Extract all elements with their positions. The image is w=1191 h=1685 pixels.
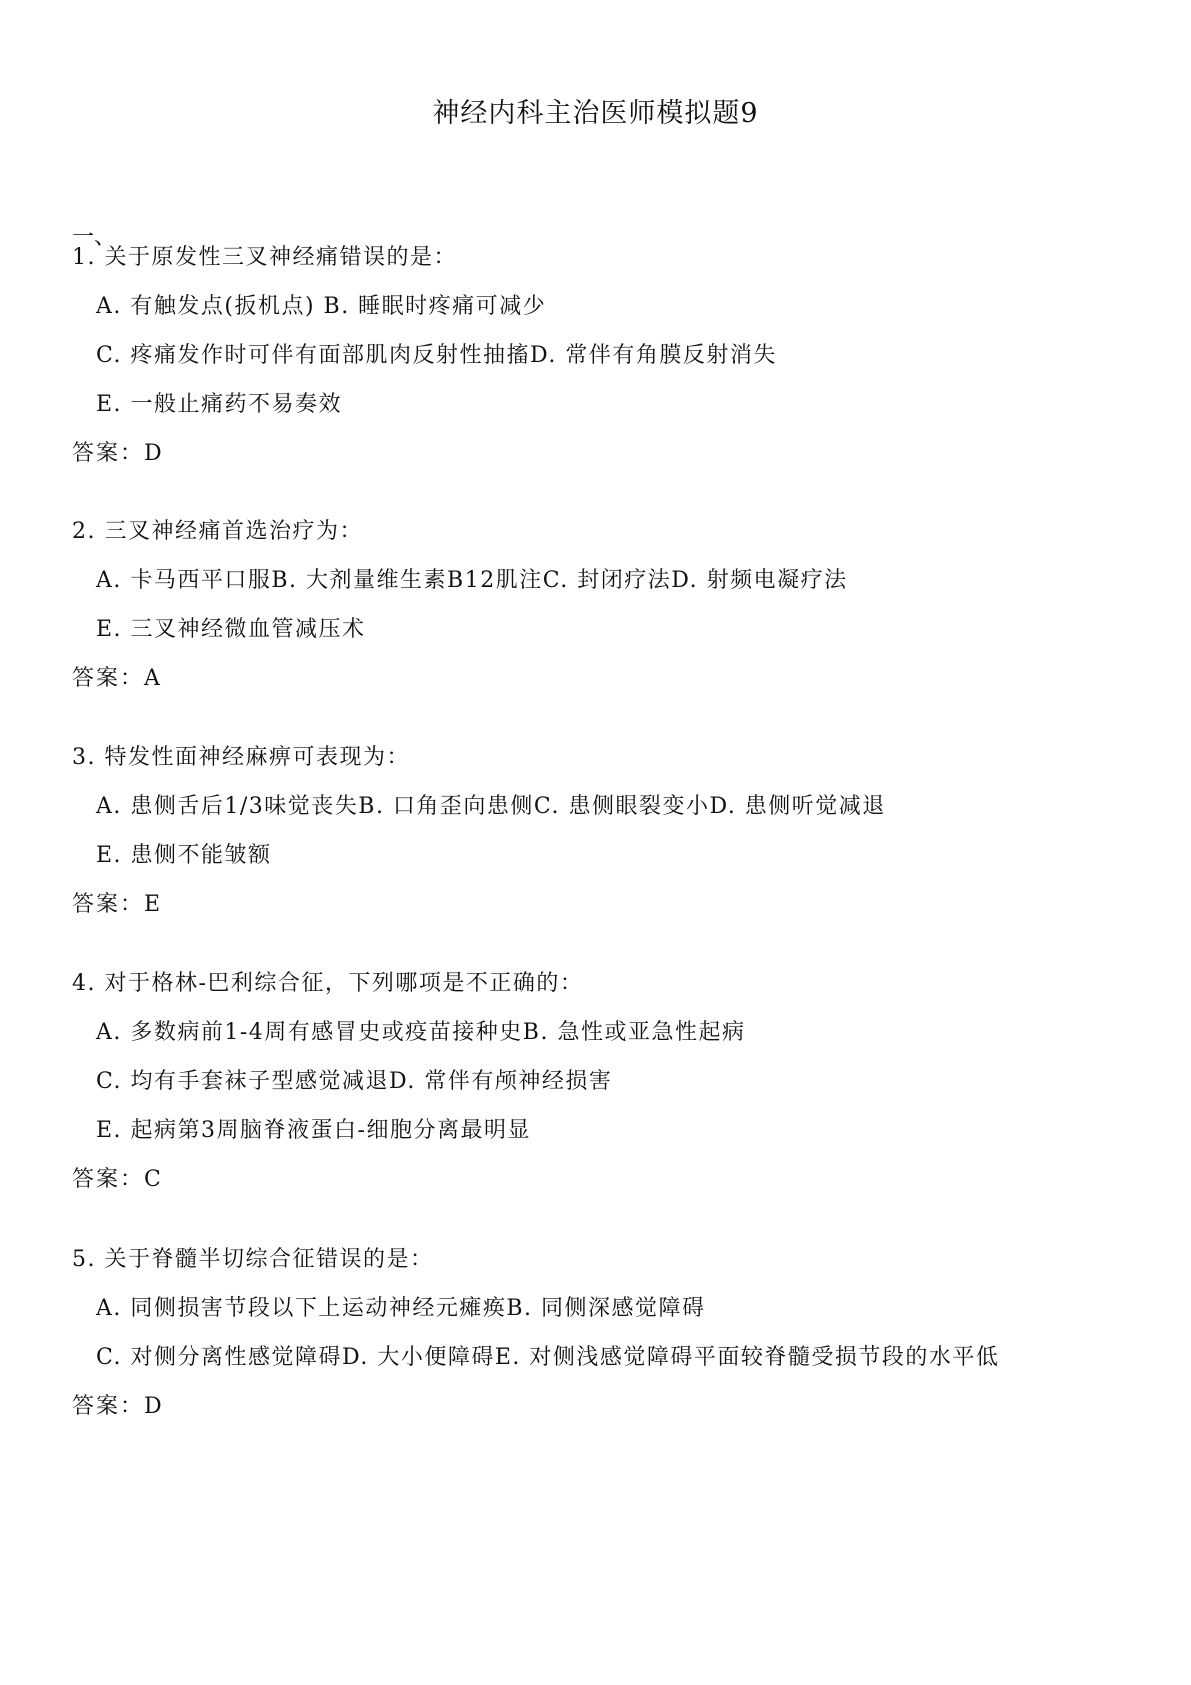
- page-title: 神经内科主治医师模拟题9: [432, 98, 759, 129]
- answer-label: 答案：: [72, 666, 145, 691]
- answer-value: C: [144, 1167, 163, 1192]
- option-line: C. 均有手套袜子型感觉减退D. 常伴有颅神经损害: [96, 1069, 613, 1094]
- option-line: E. 起病第3周脑脊液蛋白-细胞分离最明显: [96, 1118, 531, 1143]
- answer-value: D: [144, 1394, 164, 1419]
- question-stem: 3. 特发性面神经麻痹可表现为：: [72, 745, 410, 770]
- answer-value: A: [144, 666, 162, 691]
- answer-label: 答案：: [72, 1167, 145, 1192]
- question-1: [72, 242, 1152, 487]
- section-label: 一、: [72, 225, 117, 250]
- question-5: [72, 1244, 1152, 1440]
- answer-label: 答案：: [72, 892, 145, 917]
- answer-value: D: [144, 441, 164, 466]
- question-3: [72, 742, 1152, 938]
- option-line: A. 有触发点(扳机点) B. 睡眠时疼痛可减少: [96, 294, 547, 319]
- answer-line: [72, 663, 1152, 712]
- option-line: A. 患侧舌后1/3味觉丧失B. 口角歪向患侧C. 患侧眼裂变小D. 患侧听觉减退: [96, 794, 886, 819]
- option-line: A. 卡马西平口服B. 大剂量维生素B12肌注C. 封闭疗法D. 射频电凝疗法: [96, 568, 848, 593]
- answer-value: E: [144, 892, 162, 917]
- answer-label: 答案：: [72, 1394, 145, 1419]
- option-line: E. 患侧不能皱额: [96, 843, 272, 868]
- option-line: E. 三叉神经微血管减压术: [96, 617, 366, 642]
- question-4: [72, 968, 1152, 1213]
- answer-line: [72, 1164, 1152, 1213]
- option-line: E. 一般止痛药不易奏效: [96, 392, 343, 417]
- option-line: A. 同侧损害节段以下上运动神经元瘫痪B. 同侧深感觉障碍: [96, 1296, 706, 1321]
- option-line: C. 对侧分离性感觉障碍D. 大小便障碍E. 对侧浅感觉障碍平面较脊髓受损节段的水平低: [96, 1345, 1000, 1370]
- answer-line: [72, 889, 1152, 938]
- question-2: [72, 516, 1152, 712]
- question-stem: 5. 关于脊髓半切综合征错误的是：: [72, 1247, 434, 1272]
- option-line: A. 多数病前1-4周有感冒史或疫苗接种史B. 急性或亚急性起病: [96, 1020, 746, 1045]
- question-stem: 1. 关于原发性三叉神经痛错误的是：: [72, 245, 457, 270]
- answer-line: [72, 438, 1152, 487]
- answer-label: 答案：: [72, 441, 145, 466]
- option-line: C. 疼痛发作时可伴有面部肌肉反射性抽搐D. 常伴有角膜反射消失: [96, 343, 777, 368]
- question-stem: 2. 三叉神经痛首选治疗为：: [72, 519, 363, 544]
- question-stem: 4. 对于格林-巴利综合征，下列哪项是不正确的：: [72, 971, 584, 996]
- answer-line: [72, 1391, 1152, 1440]
